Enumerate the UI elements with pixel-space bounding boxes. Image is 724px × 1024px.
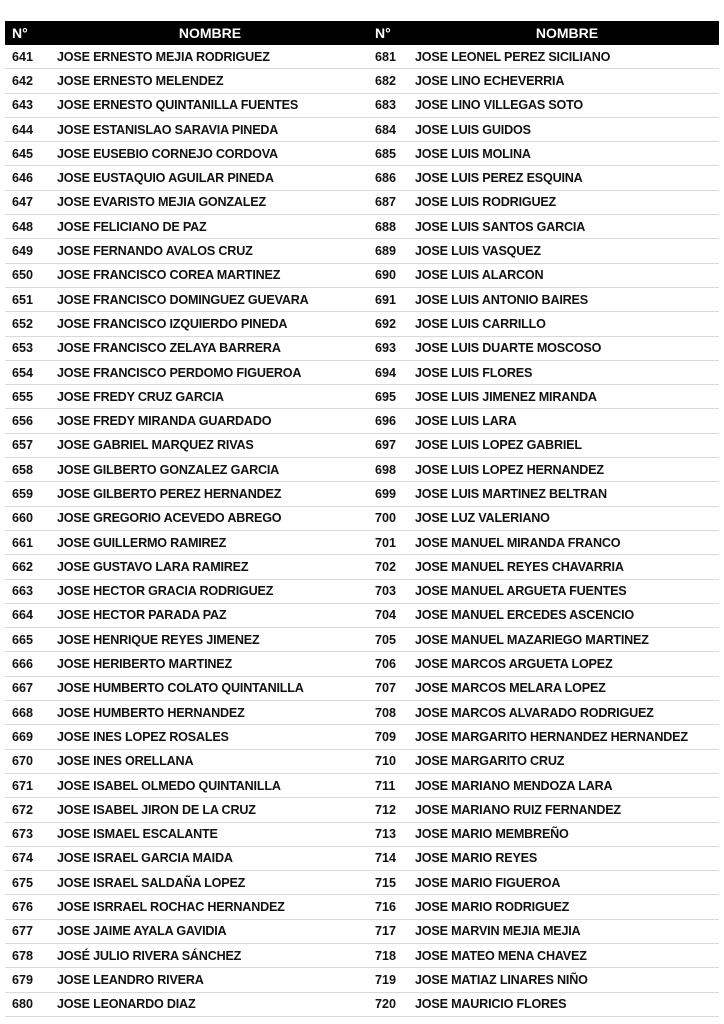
row-number: 663 xyxy=(12,584,34,599)
row-name: JOSE MARGARITO HERNANDEZ HERNANDEZ xyxy=(415,729,688,744)
row-number: 641 xyxy=(12,49,34,64)
row-name: JOSE LUIS MARTINEZ BELTRAN xyxy=(415,486,607,501)
table-row xyxy=(370,361,719,385)
row-name: JOSE MANUEL ERCEDES ASCENCIO xyxy=(415,608,635,623)
row-number: 660 xyxy=(12,511,34,526)
row-name: JOSE MARIO MEMBREÑO xyxy=(415,827,569,842)
row-name: JOSE ESTANISLAO SARAVIA PINEDA xyxy=(57,122,279,137)
row-name: JOSE LUIS RODRIGUEZ xyxy=(415,195,557,210)
table-row xyxy=(5,677,370,701)
table-row xyxy=(370,993,719,1017)
row-number: 716 xyxy=(375,900,397,915)
row-name: JOSE ISABEL JIRON DE LA CRUZ xyxy=(57,802,256,817)
table-row xyxy=(370,409,719,433)
row-name: JOSE GUILLERMO RAMIREZ xyxy=(57,535,227,550)
table-row xyxy=(5,215,370,239)
row-name: JOSE MAURICIO FLORES xyxy=(415,997,567,1012)
table-row xyxy=(5,798,370,822)
row-number: 653 xyxy=(12,341,34,356)
row-number: 690 xyxy=(375,268,397,283)
table-row xyxy=(5,69,370,93)
row-number: 697 xyxy=(375,438,397,453)
row-number: 672 xyxy=(12,802,34,817)
row-name: JOSE FERNANDO AVALOS CRUZ xyxy=(57,244,253,259)
table-row xyxy=(370,823,719,847)
row-number: 709 xyxy=(375,729,397,744)
table-row xyxy=(5,385,370,409)
table-row xyxy=(370,652,719,676)
table-row xyxy=(5,531,370,555)
row-number: 658 xyxy=(12,462,34,477)
row-number: 662 xyxy=(12,559,34,574)
row-number: 673 xyxy=(12,827,34,842)
row-number: 692 xyxy=(375,316,397,331)
row-name: JOSE LUIS GUIDOS xyxy=(415,122,531,137)
row-name: JOSE LINO ECHEVERRIA xyxy=(415,73,565,88)
table-row xyxy=(370,968,719,992)
row-number: 712 xyxy=(375,802,397,817)
table-row xyxy=(5,701,370,725)
row-name: JOSE ISABEL OLMEDO QUINTANILLA xyxy=(57,778,281,793)
row-number: 696 xyxy=(375,414,397,429)
row-name: JOSE MARIANO RUIZ FERNANDEZ xyxy=(415,802,621,817)
row-name: JOSE MARGARITO CRUZ xyxy=(415,754,565,769)
row-number: 703 xyxy=(375,584,397,599)
row-number: 713 xyxy=(375,827,397,842)
row-name: JOSE FELICIANO DE PAZ xyxy=(57,219,207,234)
row-name: JOSE MARIO REYES xyxy=(415,851,538,866)
row-number: 708 xyxy=(375,705,397,720)
table-row xyxy=(370,288,719,312)
row-number: 652 xyxy=(12,316,34,331)
row-name: JOSE INES ORELLANA xyxy=(57,754,194,769)
table-row xyxy=(370,604,719,628)
row-number: 645 xyxy=(12,146,34,161)
table-row xyxy=(5,871,370,895)
row-number: 644 xyxy=(12,122,34,137)
table-row xyxy=(370,920,719,944)
row-name: JOSE FRANCISCO COREA MARTINEZ xyxy=(57,268,281,283)
row-name: JOSE EUSEBIO CORNEJO CORDOVA xyxy=(57,146,278,161)
table-row xyxy=(370,895,719,919)
row-name: JOSE LUIS CARRILLO xyxy=(415,316,546,331)
table-header xyxy=(5,21,719,45)
row-name: JOSE LUIS LOPEZ HERNANDEZ xyxy=(415,462,604,477)
row-name: JOSE LUIS ANTONIO BAIRES xyxy=(415,292,588,307)
table-row xyxy=(370,798,719,822)
row-name: JOSE MARVIN MEJIA MEJIA xyxy=(415,924,581,939)
table-row xyxy=(5,288,370,312)
row-name: JOSE GREGORIO ACEVEDO ABREGO xyxy=(57,511,282,526)
row-number: 657 xyxy=(12,438,34,453)
row-name: JOSE ISMAEL ESCALANTE xyxy=(57,827,218,842)
row-name: JOSE MATIAZ LINARES NIÑO xyxy=(415,972,588,987)
row-number: 693 xyxy=(375,341,397,356)
row-number: 689 xyxy=(375,244,397,259)
table-row xyxy=(5,920,370,944)
row-number: 707 xyxy=(375,681,397,696)
table-row xyxy=(5,774,370,798)
row-number: 664 xyxy=(12,608,34,623)
table-row xyxy=(5,993,370,1017)
table-row xyxy=(5,507,370,531)
row-number: 698 xyxy=(375,462,397,477)
table-row xyxy=(370,191,719,215)
row-name: JOSE FRANCISCO ZELAYA BARRERA xyxy=(57,341,281,356)
row-number: 649 xyxy=(12,244,34,259)
row-number: 706 xyxy=(375,657,397,672)
left-column xyxy=(5,45,370,1017)
table-row xyxy=(5,944,370,968)
row-number: 655 xyxy=(12,389,34,404)
row-name: JOSE MANUEL MAZARIEGO MARTINEZ xyxy=(415,632,649,647)
row-name: JOSE MARIANO MENDOZA LARA xyxy=(415,778,613,793)
table-row xyxy=(370,458,719,482)
row-name: JOSE LINO VILLEGAS SOTO xyxy=(415,98,584,113)
row-name: JOSE ISRAEL SALDAÑA LOPEZ xyxy=(57,875,246,890)
row-name: JOSE FRANCISCO PERDOMO FIGUEROA xyxy=(57,365,302,380)
table-row xyxy=(5,191,370,215)
row-name: JOSE LUIS JIMENEZ MIRANDA xyxy=(415,389,597,404)
table-row xyxy=(370,45,719,69)
row-name: JOSE MANUEL ARGUETA FUENTES xyxy=(415,584,627,599)
row-number: 654 xyxy=(12,365,34,380)
row-number: 711 xyxy=(375,778,396,793)
row-number: 650 xyxy=(12,268,34,283)
row-number: 680 xyxy=(12,997,34,1012)
row-name: JOSE ERNESTO MELENDEZ xyxy=(57,73,224,88)
table-row xyxy=(5,652,370,676)
table-row xyxy=(370,337,719,361)
row-number: 671 xyxy=(12,778,34,793)
row-name: JOSE GILBERTO PEREZ HERNANDEZ xyxy=(57,486,282,501)
row-name: JOSE MARIO FIGUEROA xyxy=(415,875,561,890)
row-number: 701 xyxy=(375,535,397,550)
row-name: JOSE FRANCISCO DOMINGUEZ GUEVARA xyxy=(57,292,309,307)
row-name: JOSE LUIS VASQUEZ xyxy=(415,244,541,259)
row-name: JOSE LEONARDO DIAZ xyxy=(57,997,196,1012)
row-name: JOSE MARIO RODRIGUEZ xyxy=(415,900,570,915)
row-name: JOSE LEONEL PEREZ SICILIANO xyxy=(415,49,611,64)
table-row xyxy=(370,628,719,652)
row-name: JOSE ISRAEL GARCIA MAIDA xyxy=(57,851,233,866)
table-row xyxy=(370,701,719,725)
table-row xyxy=(5,361,370,385)
row-name: JOSE LUIS LARA xyxy=(415,414,517,429)
row-number: 668 xyxy=(12,705,34,720)
table-row xyxy=(5,239,370,263)
table-row xyxy=(5,166,370,190)
table-row xyxy=(5,94,370,118)
row-number: 685 xyxy=(375,146,397,161)
row-name: JOSE FREDY MIRANDA GUARDADO xyxy=(57,414,272,429)
row-name: JOSE GILBERTO GONZALEZ GARCIA xyxy=(57,462,280,477)
table-row xyxy=(5,118,370,142)
table-row xyxy=(370,580,719,604)
row-number: 648 xyxy=(12,219,34,234)
row-name: JOSE LUIS DUARTE MOSCOSO xyxy=(415,341,602,356)
row-number: 674 xyxy=(12,851,34,866)
table-row xyxy=(370,482,719,506)
row-number: 686 xyxy=(375,171,397,186)
row-number: 720 xyxy=(375,997,397,1012)
table-row xyxy=(370,555,719,579)
table-row xyxy=(5,628,370,652)
row-number: 656 xyxy=(12,414,34,429)
table-row xyxy=(370,142,719,166)
row-name: JOSE HENRIQUE REYES JIMENEZ xyxy=(57,632,260,647)
row-name: JOSE MARCOS ARGUETA LOPEZ xyxy=(415,657,613,672)
table-row xyxy=(370,750,719,774)
table-row xyxy=(370,94,719,118)
table-row xyxy=(5,45,370,69)
table-row xyxy=(5,458,370,482)
table-row xyxy=(370,312,719,336)
table-row xyxy=(370,725,719,749)
row-name: JOSÉ JULIO RIVERA SÁNCHEZ xyxy=(57,948,242,963)
row-name: JOSE JAIME AYALA GAVIDIA xyxy=(57,924,227,939)
table-row xyxy=(5,847,370,871)
row-name: JOSE HERIBERTO MARTINEZ xyxy=(57,657,232,672)
row-name: JOSE INES LOPEZ ROSALES xyxy=(57,729,229,744)
table-row xyxy=(370,531,719,555)
row-number: 702 xyxy=(375,559,397,574)
row-number: 681 xyxy=(375,49,397,64)
row-name: JOSE LUIS FLORES xyxy=(415,365,533,380)
row-name: JOSE EVARISTO MEJIA GONZALEZ xyxy=(57,195,266,210)
table-row xyxy=(5,142,370,166)
table-row xyxy=(5,312,370,336)
number-column-header: N° xyxy=(12,25,28,41)
table-row xyxy=(5,895,370,919)
row-name: JOSE LUIS SANTOS GARCIA xyxy=(415,219,586,234)
row-number: 670 xyxy=(12,754,34,769)
table-row xyxy=(370,434,719,458)
table-row xyxy=(5,434,370,458)
table-row xyxy=(370,871,719,895)
row-number: 642 xyxy=(12,73,34,88)
row-name: JOSE HECTOR PARADA PAZ xyxy=(57,608,227,623)
row-name: JOSE ERNESTO QUINTANILLA FUENTES xyxy=(57,98,299,113)
row-number: 646 xyxy=(12,171,34,186)
row-number: 710 xyxy=(375,754,397,769)
table-row xyxy=(5,750,370,774)
row-name: JOSE HUMBERTO HERNANDEZ xyxy=(57,705,245,720)
row-number: 718 xyxy=(375,948,397,963)
table-row xyxy=(5,725,370,749)
row-number: 695 xyxy=(375,389,397,404)
row-name: JOSE HECTOR GRACIA RODRIGUEZ xyxy=(57,584,274,599)
row-name: JOSE ISRRAEL ROCHAC HERNANDEZ xyxy=(57,900,285,915)
table-row xyxy=(370,677,719,701)
row-number: 683 xyxy=(375,98,397,113)
table-row xyxy=(5,555,370,579)
row-name: JOSE GUSTAVO LARA RAMIREZ xyxy=(57,559,249,574)
row-number: 682 xyxy=(375,73,397,88)
row-number: 691 xyxy=(375,292,397,307)
row-number: 667 xyxy=(12,681,34,696)
row-number: 684 xyxy=(375,122,397,137)
row-number: 715 xyxy=(375,875,397,890)
row-number: 687 xyxy=(375,195,397,210)
table-row xyxy=(370,774,719,798)
name-list-table xyxy=(5,21,719,1017)
row-number: 678 xyxy=(12,948,34,963)
table-row xyxy=(370,507,719,531)
row-name: JOSE LUIS PEREZ ESQUINA xyxy=(415,171,583,186)
row-name: JOSE MANUEL MIRANDA FRANCO xyxy=(415,535,621,550)
row-number: 659 xyxy=(12,486,34,501)
row-name: JOSE LEANDRO RIVERA xyxy=(57,972,204,987)
table-row xyxy=(370,118,719,142)
row-name: JOSE MANUEL REYES CHAVARRIA xyxy=(415,559,624,574)
row-name: JOSE FRANCISCO IZQUIERDO PINEDA xyxy=(57,316,288,331)
table-row xyxy=(370,166,719,190)
table-row xyxy=(5,580,370,604)
table-row xyxy=(370,385,719,409)
table-row xyxy=(5,409,370,433)
table-row xyxy=(370,847,719,871)
table-row xyxy=(5,968,370,992)
row-number: 688 xyxy=(375,219,397,234)
table-row xyxy=(370,264,719,288)
table-row xyxy=(5,264,370,288)
row-number: 675 xyxy=(12,875,34,890)
row-name: JOSE LUIS MOLINA xyxy=(415,146,531,161)
right-column xyxy=(370,45,719,1017)
row-name: JOSE LUIS LOPEZ GABRIEL xyxy=(415,438,582,453)
table-row xyxy=(370,215,719,239)
row-number: 676 xyxy=(12,900,34,915)
table-row xyxy=(370,69,719,93)
row-name: JOSE EUSTAQUIO AGUILAR PINEDA xyxy=(57,171,274,186)
row-name: JOSE ERNESTO MEJIA RODRIGUEZ xyxy=(57,49,270,64)
row-number: 700 xyxy=(375,511,397,526)
row-number: 677 xyxy=(12,924,34,939)
row-number: 669 xyxy=(12,729,34,744)
row-number: 705 xyxy=(375,632,397,647)
row-number: 643 xyxy=(12,98,34,113)
row-name: JOSE MATEO MENA CHAVEZ xyxy=(415,948,587,963)
table-row xyxy=(370,944,719,968)
row-number: 666 xyxy=(12,657,34,672)
row-number: 694 xyxy=(375,365,397,380)
row-name: JOSE LUIS ALARCON xyxy=(415,268,544,283)
number-column-header: N° xyxy=(375,25,391,41)
table-row xyxy=(5,604,370,628)
row-number: 719 xyxy=(375,972,397,987)
name-column-header: NOMBRE xyxy=(535,25,599,41)
row-name: JOSE MARCOS MELARA LOPEZ xyxy=(415,681,606,696)
table-row xyxy=(5,482,370,506)
row-number: 704 xyxy=(375,608,397,623)
row-name: JOSE HUMBERTO COLATO QUINTANILLA xyxy=(57,681,304,696)
row-number: 699 xyxy=(375,486,397,501)
row-number: 647 xyxy=(12,195,34,210)
row-name: JOSE LUZ VALERIANO xyxy=(415,511,550,526)
name-column-header: NOMBRE xyxy=(178,25,242,41)
table-row xyxy=(5,337,370,361)
row-number: 665 xyxy=(12,632,34,647)
row-number: 717 xyxy=(375,924,397,939)
row-name: JOSE GABRIEL MARQUEZ RIVAS xyxy=(57,438,254,453)
row-number: 679 xyxy=(12,972,34,987)
table-row xyxy=(370,239,719,263)
row-number: 661 xyxy=(12,535,34,550)
row-name: JOSE MARCOS ALVARADO RODRIGUEZ xyxy=(415,705,654,720)
table-row xyxy=(5,823,370,847)
row-name: JOSE FREDY CRUZ GARCIA xyxy=(57,389,224,404)
row-number: 714 xyxy=(375,851,397,866)
row-number: 651 xyxy=(12,292,34,307)
